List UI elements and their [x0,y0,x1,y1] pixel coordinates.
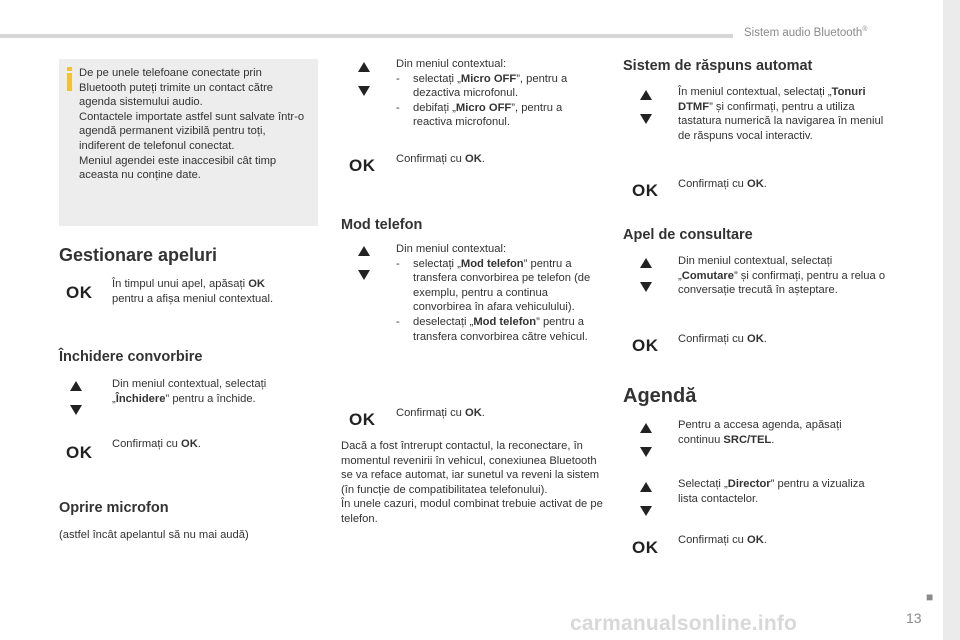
ok-button-icon: OK [66,443,93,462]
page-header-title: Sistem audio Bluetooth® [744,26,868,39]
reconnect-note: Dacă a fost întrerupt contactul, la reconectare, în momentul revenirii în vehicul, conexiunea Bluetooth se va reface automat, iar sunetul va reveni la sistem (în funcție de compatibilitatea telefonului). În unele cazuri, modul combinat trebuie activat de pe telefon. [341,440,603,525]
info-icon [65,67,75,93]
heading-inchidere-convorbire: Închidere convorbire [59,349,203,365]
up-down-arrows-icon [639,482,653,518]
page-number: 13 [906,610,922,626]
ok-button-icon: OK [66,283,93,302]
up-down-arrows-icon [357,246,371,282]
inchidere-text: Din meniul contextual, selectați „Închidere” pentru a închide. [112,378,267,405]
heading-sistem-raspuns-automat: Sistem de răspuns automat [623,58,813,74]
microfon-confirm: Confirmați cu OK. [396,153,485,165]
heading-apel-consultare: Apel de consultare [623,227,753,243]
ok-button-icon: OK [632,336,659,355]
heading-mod-telefon: Mod telefon [341,217,423,233]
info-box [59,59,318,226]
up-down-arrows-icon [639,90,653,126]
up-down-arrows-icon [69,381,83,417]
ok-button-icon: OK [349,156,376,175]
heading-gestionare-apeluri: Gestionare apeluri [59,245,218,265]
consultare-text: Din meniul contextual, selectați „Comutare” și confirmați, pentru a relua o conversație trecută în așteptare. [678,255,886,297]
heading-oprire-microfon: Oprire microfon [59,500,169,516]
heading-agenda: Agendă [623,385,697,407]
ok-button-icon: OK [632,181,659,200]
ok-button-icon: OK [349,410,376,429]
watermark: carmanualsonline.info [570,612,798,635]
oprire-text: (astfel încât apelantul să nu mai audă) [59,529,249,541]
up-down-arrows-icon [357,62,371,98]
agenda-confirm: Confirmați cu OK. [678,534,767,546]
agenda-text-1: Pentru a accesa agenda, apăsați continuu SRC/TEL. [678,419,842,446]
ok-button-icon: OK [632,538,659,557]
header-rule [0,34,733,38]
mod-telefon-confirm: Confirmați cu OK. [396,407,485,419]
gestionare-text: În timpul unui apel, apăsați OK pentru a afișa meniul contextual. [112,278,274,305]
microfon-menu-text: Din meniul contextual: - selectați „Micro OFF”, pentru a dezactiva microfonul. - debifați „Micro OFF”, pentru a reactiva microfonul. [396,58,568,129]
raspuns-confirm: Confirmați cu OK. [678,178,767,190]
mod-telefon-menu-text: Din meniul contextual: - selectați „Mod telefon” pentru a transfera convorbirea pe telefon (de exemplu, pentru a continua convorbirea în afara vehiculului). - deselectați „Mod telefon” pentru a transfera convorbirea către vehicul. [396,243,591,343]
page-marker: ■ [926,590,934,604]
up-down-arrows-icon [639,258,653,294]
raspuns-text: În meniul contextual, selectați „Tonuri DTMF” și confirmați, pentru a utiliza tastatura numerică la navigarea în meniul de răspuns vocal interactiv. [678,86,884,142]
page-edge-stripe [943,0,960,640]
info-text: De pe unele telefoane conectate prin Bluetooth puteți trimite un contact către agenda sistemului audio. Contactele importate astfel sunt salvate într-o agendă permanent vizibilă pentru toți, indiferent de telefonul conectat. Meniul agendei este inaccesibil cât timp aceasta nu conține date. [79,67,305,182]
consultare-confirm: Confirmați cu OK. [678,333,767,345]
inchidere-confirm: Confirmați cu OK. [112,438,201,450]
agenda-text-2: Selectați „Director” pentru a vizualiza lista contactelor. [678,478,865,505]
up-down-arrows-icon [639,423,653,459]
